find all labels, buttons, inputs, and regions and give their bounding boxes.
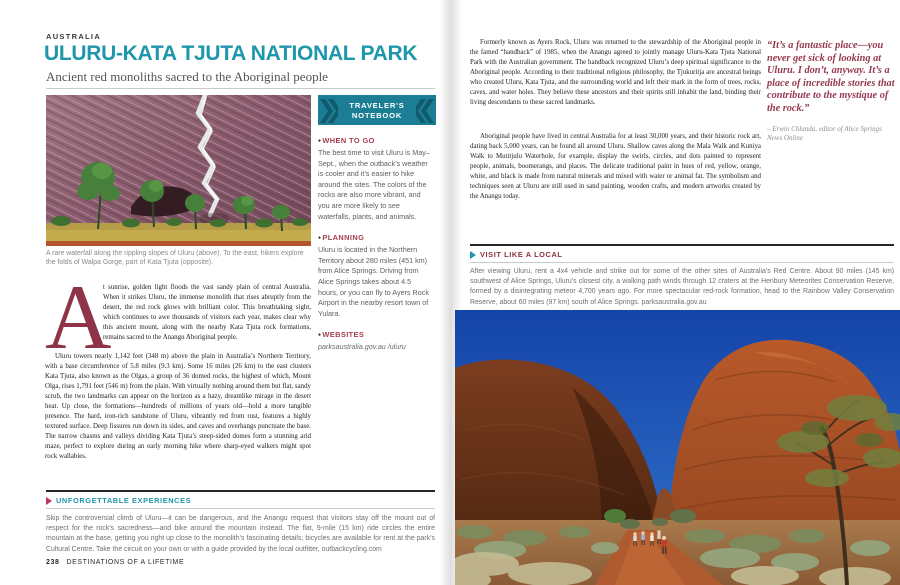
local-heading-row [470, 250, 563, 259]
experiences-top-rule [46, 490, 435, 492]
notebook-banner [318, 95, 436, 125]
notebook-section-text: Uluru is located in the Northern Territory about 280 miles (451 km) from Alice Springs. Driving from Alice Springs takes about 4.5 hours, or you can fly to Ayers Rock Airport in the nearby resort town of Yulara. [318, 245, 429, 318]
notebook-section-planning [318, 233, 436, 319]
walpa-gorge-photo [455, 310, 900, 585]
experiences-bottom-rule [46, 508, 435, 509]
notebook-title-line2: NOTEBOOK [351, 110, 403, 120]
notebook-section-text: The best time to visit Uluru is May–Sept., when the outback’s weather is cooler and it’s easier to hike around the sites. The colors of the rocks are also more vibrant, and you are more likely to see waterfalls, plants, and animals. [318, 148, 430, 221]
article-paragraph-3 [470, 38, 761, 108]
notebook-title-line1: TRAVELER'S [349, 101, 405, 110]
page-subtitle: Ancient red monoliths sacred to the Aboriginal people [46, 69, 328, 84]
article-paragraph-2 [45, 352, 311, 462]
page-number: 238 [46, 559, 60, 566]
paragraph-text: t sunrise, golden light floods the vast sandy plain of central Australia. When it strikes Uluru, the immense monolith that rises abruptly from the desert, the red rock glows with brilliant color. This breathtaking sight, which continues to awe thousands of visitors each year, makes clear why this ancient mount, along with the nearby Kata Tjuta rock formations, remains sacred to the Anangu Aboriginal people. [103, 284, 311, 341]
travelers-notebook-sidebar [318, 95, 436, 353]
experiences-text: Skip the controversial climb of Uluru—it can be dangerous, and the Anangu request that visitors stay off the mount out of respect for the rock’s sacredness—and bike around the mountain instead. The flat, 9-mile (15 km) ride circles the entire mountain at the base, getting you right up close to the monolith’s fascinating details; bicycles are available for rent at the park’s Cultural Centre. Take the circuit on your own or with a guide provided by the local outfitter, outbackcycling.com [46, 515, 435, 553]
quote-text: “It’s a fantastic place—you never get sick of looking at Uluru. I don’t, anyway. It’s a place of incredible stories that contribute to the mystique of the rock.” [767, 40, 895, 114]
triangle-marker-icon [46, 497, 52, 505]
bullet-icon: ● [318, 332, 322, 339]
article-paragraph-4 [470, 132, 761, 202]
experiences-heading-row [46, 496, 191, 505]
paragraph-text: Aboriginal people have lived in central Australia for at least 30,000 years, and their historic rock art, dating back 5,000 years, can be found all around Uluru. Shallow caves along the Mala Walk and Kuniya Walk to Mutitjulu Waterhole, for example, display the swirls, circles, and dots painted to represent people, animals, boomerangs, and places. The delicate traditional paint in hues of red, yellow, orange, white, and black is made from natural minerals and mixed with water or animal fat. The symbolism and techniques seen at Uluru are still used in sand painting, wooden crafts, and modern artworks created by the Anangu today. [470, 133, 761, 200]
paragraph-text: Formerly known as Ayers Rock, Uluru was returned to the stewardship of the Aboriginal people in the famed “handback” of 1985, when the Anangu agreed to jointly manage Uluru-Kata Tjuta National Park with the Australian government. The handback recognized Uluru’s deep spiritual significance to the Aboriginal people. According to their traditional religious philosophy, the Tjukuritja are ancestral beings who created Uluru, Kata Tjuta, and the surrounding world and left their mark in the form of trees, rocks, caves, and water holes. They believe these ancestors and their spirits still inhabit the land, binding their living descendants to these sacred landmarks. [470, 39, 761, 106]
local-bottom-rule [470, 262, 894, 263]
local-heading: VISIT LIKE A LOCAL [480, 250, 563, 259]
notebook-section-heading: WEBSITES [322, 330, 365, 340]
photo-caption: A rare waterfall along the rippling slopes of Uluru (above). To the east, hikers explore the folds of Walpa Gorge, part of Kata Tjuta (opposite). [46, 250, 304, 266]
pull-quote [767, 40, 897, 143]
chevron-right-icon [320, 99, 338, 123]
notebook-section-heading: PLANNING [322, 233, 365, 243]
notebook-section-websites [318, 330, 436, 353]
experiences-heading: UNFORGETTABLE EXPERIENCES [56, 496, 192, 505]
uluru-waterfall-illustration [46, 95, 311, 246]
walpa-gorge-illustration [455, 310, 900, 585]
chevron-left-icon [416, 99, 434, 123]
drop-cap: A [45, 266, 112, 368]
book-title: DESTINATIONS OF A LIFETIME [66, 559, 185, 566]
local-top-rule [470, 244, 894, 246]
header-divider [46, 88, 435, 89]
triangle-marker-icon [470, 251, 476, 259]
bullet-icon: ● [318, 235, 322, 242]
uluru-waterfall-photo [46, 95, 311, 246]
bullet-icon: ● [318, 138, 322, 144]
paragraph-text: Uluru towers nearly 1,142 feet (348 m) above the plain in Australia’s Northern Territory, with a base circumference of 5.8 miles (9.3 km). Some 16 miles (26 km) to the east clusters Kata Tjuta, also known as the Olgas, a group of 36 domed rocks, the highest of which, Mount Olga, rises 1,791 feet (546 m) from the plain. With virtually nothing around them but flat, sandy scrub, the two landmarks can appear on the horizon as a hazy, dreamlike mirage in the desert heat. Up close, the formations—hundreds of millions of years old—hold a more tangible presence. The hard, iron-rich sandstone of Uluru, vibrantly red from rust, features a highly textured surface. Deep fissures run down its sides, and caves and overhangs punctuate the base. The narrow chasms and valleys dividing Kata Tjuta’s steep-sided domes form a stunning arid maze, perfect to explore during an early morning hike where sharp-eyed walkers might spot rock wallabies. [45, 353, 311, 460]
page-title: ULURU-KATA TJUTA NATIONAL PARK [44, 42, 418, 65]
quote-attribution: – Erwin Chlanda, editor of Alice Springs News Online [767, 124, 882, 142]
article-paragraph-1 [45, 283, 311, 343]
notebook-website-link[interactable]: parksaustralia.gov.au /uluru [318, 342, 406, 352]
page-folio [46, 559, 184, 566]
notebook-section-when-to-go [318, 136, 436, 222]
country-kicker: AUSTRALIA [46, 32, 102, 41]
local-text: After viewing Uluru, rent a 4x4 vehicle and strike out for some of the other sites of Australia’s Red Centre. About 90 miles (145 km) southwest of Alice Springs, Uluru’s closest city, a walking path winds through 12 craters at the Henbury Meteorites Conservation Reserve, formed by a disintegrating meteor 4,700 years ago. For more spectacular red-rock formation, head to the Rainbow Valley Conservation Reserve, about 60 miles (97 km) south of Alice Springs. parksaustralia.gov.au [470, 268, 894, 306]
notebook-section-heading: WHEN TO GO [322, 136, 375, 145]
